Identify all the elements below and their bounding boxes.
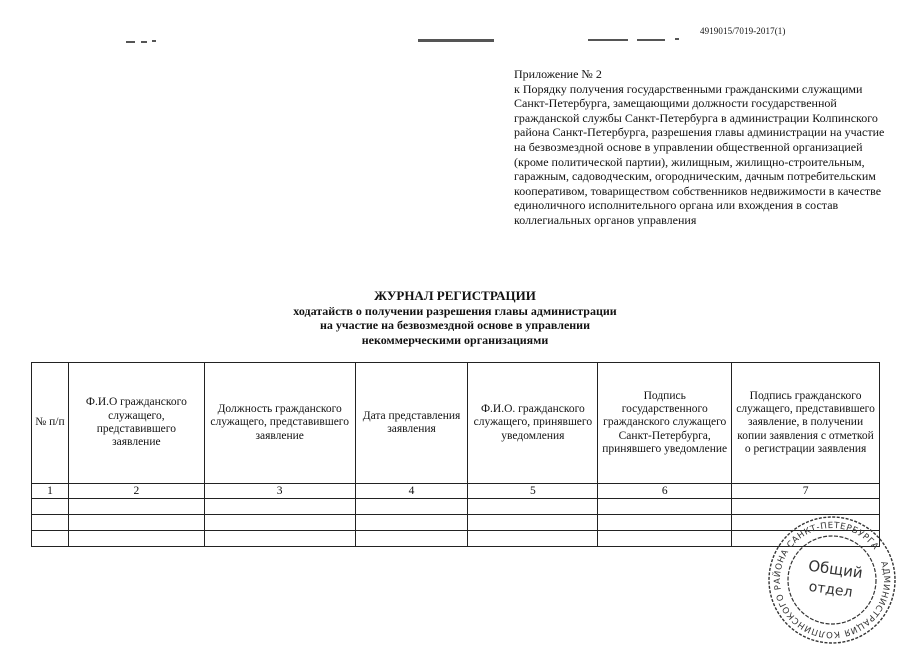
stamp-center-line-2: отдел xyxy=(807,578,854,601)
column-number: 3 xyxy=(204,484,355,499)
table-row xyxy=(32,515,880,531)
table-cell xyxy=(355,499,468,515)
column-number: 1 xyxy=(32,484,69,499)
registration-table xyxy=(31,362,880,547)
table-cell xyxy=(468,499,598,515)
table-cell xyxy=(355,515,468,531)
header-cell-applicant-position: Должность гражданского служащего, представившего заявление xyxy=(204,363,355,484)
header-cell-number: № п/п xyxy=(32,363,69,484)
table-cell xyxy=(598,531,732,547)
appendix-title: Приложение № 2 xyxy=(514,67,602,81)
table-cell xyxy=(68,531,204,547)
column-number: 7 xyxy=(732,484,880,499)
table-cell xyxy=(204,499,355,515)
header-cell-applicant-signature: Подпись гражданского служащего, представившего заявление, в получении копии заявления с отметкой о регистрации заявления xyxy=(732,363,880,484)
column-number: 2 xyxy=(68,484,204,499)
column-number: 6 xyxy=(598,484,732,499)
stamp-center-line-1: Общий xyxy=(807,556,864,583)
table-cell xyxy=(32,531,69,547)
general-department-stamp xyxy=(766,514,898,646)
header-cell-receiver-signature: Подпись государственного гражданского служащего Санкт-Петербурга, принявшего уведомление xyxy=(598,363,732,484)
table-cell xyxy=(598,515,732,531)
table-cell xyxy=(32,499,69,515)
table-cell xyxy=(598,499,732,515)
table-cell xyxy=(355,531,468,547)
table-cell xyxy=(468,531,598,547)
table-header-row xyxy=(32,363,880,484)
table-cell xyxy=(32,515,69,531)
table-cell xyxy=(68,499,204,515)
column-number: 4 xyxy=(355,484,468,499)
table-cell xyxy=(468,515,598,531)
journal-subtitle-line-3: некоммерческими организациями xyxy=(361,332,549,347)
column-number: 5 xyxy=(468,484,598,499)
table-cell xyxy=(732,499,880,515)
header-cell-applicant-name: Ф.И.О гражданского служащего, представившего заявление xyxy=(68,363,204,484)
journal-subtitle-line-1: ходатайств о получении разрешения главы администрации xyxy=(293,303,617,318)
stamp-inner-ring xyxy=(788,536,876,624)
table-cell xyxy=(204,531,355,547)
table-cell xyxy=(204,515,355,531)
journal-title: ЖУРНАЛ РЕГИСТРАЦИИ xyxy=(374,288,536,303)
appendix-block xyxy=(514,67,886,228)
stamp-ring-text: АДМИНИСТРАЦИЯ КОЛПИНСКОГО РАЙОНА САНКТ-ПЕТЕРБУРГА xyxy=(772,520,892,640)
header-cell-submission-date: Дата представления заявления xyxy=(355,363,468,484)
journal-heading xyxy=(250,289,660,347)
table-cell xyxy=(68,515,204,531)
document-number: 4919015/7019-2017(1) xyxy=(700,26,786,36)
table-number-row xyxy=(32,484,880,499)
header-cell-receiver-name: Ф.И.О. гражданского служащего, принявшего уведомления xyxy=(468,363,598,484)
table-row xyxy=(32,499,880,515)
journal-subtitle-line-2: на участие на безвозмездной основе в управлении xyxy=(319,318,591,332)
appendix-text: к Порядку получения государственными гражданскими служащими Санкт-Петербурга, замещающими должности государственной гражданской службы Санкт-Петербурга в администрации Колпинского района Санкт-Петербурга, разрешения главы администрации на участие на безвозмездной основе в управлении общественной организацией (кроме политической партии), жилищным, жилищно-строительным, гаражным, садоводческим, огородническим, дачным потребительским кооперативом, товариществом собственников недвижимости в качестве единоличного исполнительного органа или вхождения в состав коллегиальных органов управления xyxy=(514,81,885,227)
table-row xyxy=(32,531,880,547)
